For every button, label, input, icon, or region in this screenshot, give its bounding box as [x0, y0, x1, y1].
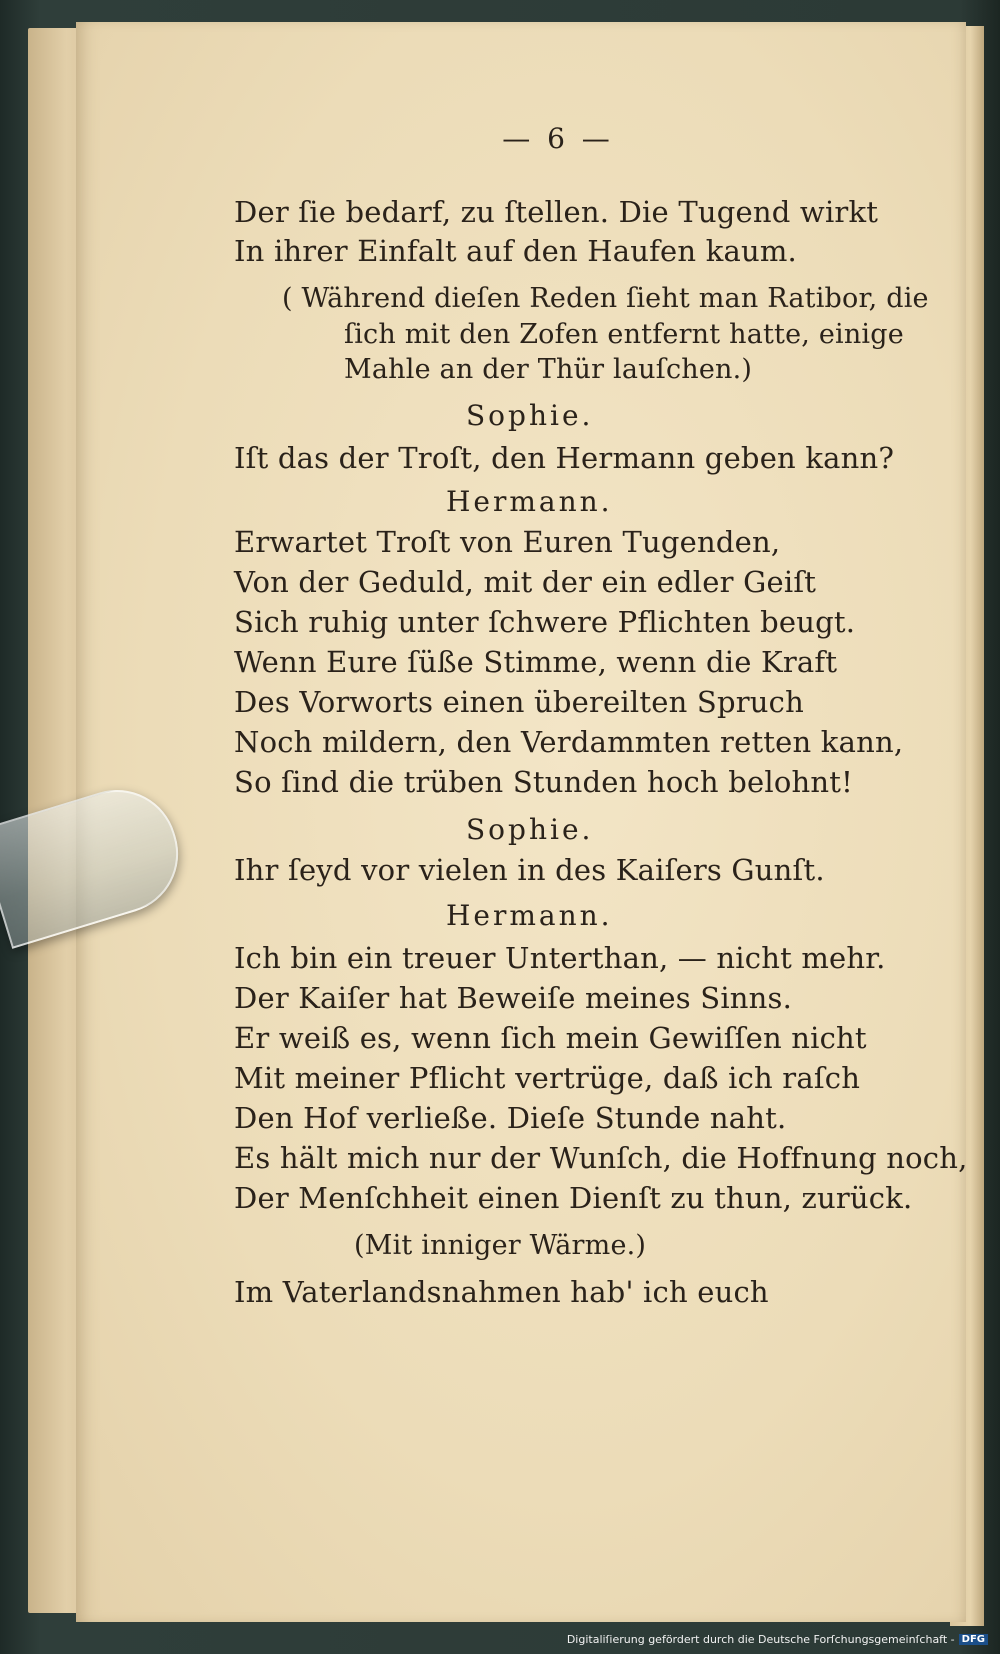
page-number: — 6 — [502, 122, 614, 155]
verse-line: Iſt das der Troſt, den Hermann geben kann? [234, 441, 895, 475]
verse-line: Wenn Eure ſüße Stimme, wenn die Kraft [234, 645, 838, 679]
digitization-credit [567, 1633, 988, 1646]
verse-line: Von der Geduld, mit der ein edler Geiſt [234, 565, 817, 599]
verse-line: Der Kaiſer hat Beweiſe meines Sinns. [234, 981, 793, 1015]
stage-direction: ſich mit den Zofen entfernt hatte, einige [344, 319, 904, 350]
speaker-name: Sophie. [466, 813, 594, 846]
verse-line: Ich bin ein treuer Unterthan, — nicht mehr. [234, 941, 886, 975]
verse-line: Sich ruhig unter ſchwere Pflichten beugt. [234, 605, 856, 639]
verse-line: Der ſie bedarf, zu ſtellen. Die Tugend wirkt [234, 195, 879, 229]
verse-line: Des Vorworts einen übereilten Spruch [234, 685, 804, 719]
verse-line: Den Hof verließe. Dieſe Stunde naht. [234, 1101, 787, 1135]
verse-line: Im Vaterlandsnahmen hab' ich euch [234, 1275, 769, 1309]
speaker-name: Sophie. [466, 399, 594, 432]
stage-direction: ( Während dieſen Reden ſieht man Ratibor, die [282, 283, 929, 314]
verse-line: Der Menſchheit einen Dienſt zu thun, zurück. [234, 1181, 913, 1215]
credit-text: Digitaliſierung gefördert durch die Deutsche Forſchungsgemeinſchaft - [566, 1633, 955, 1646]
stage-direction: Mahle an der Thür lauſchen.) [344, 354, 753, 385]
verse-line: So ſind die trüben Stunden hoch belohnt! [234, 765, 853, 799]
verse-line: Noch mildern, den Verdammten retten kann, [234, 725, 904, 759]
verse-line: Es hält mich nur der Wunſch, die Hoffnung noch, [234, 1141, 968, 1175]
verse-line: Mit meiner Pflicht vertrüge, daß ich raſch [234, 1061, 861, 1095]
verse-line: In ihrer Einfalt auf den Haufen kaum. [234, 234, 797, 268]
speaker-name: Hermann. [446, 485, 613, 518]
dfg-logo: DFG [959, 1634, 988, 1645]
stage-direction: (Mit inniger Wärme.) [354, 1230, 647, 1261]
verse-line: Ihr ſeyd vor vielen in des Kaiſers Gunſt. [234, 853, 825, 887]
verse-line: Er weiß es, wenn ſich mein Gewiſſen nicht [234, 1021, 867, 1055]
speaker-name: Hermann. [446, 899, 613, 932]
verse-line: Erwartet Troſt von Euren Tugenden, [234, 525, 781, 559]
